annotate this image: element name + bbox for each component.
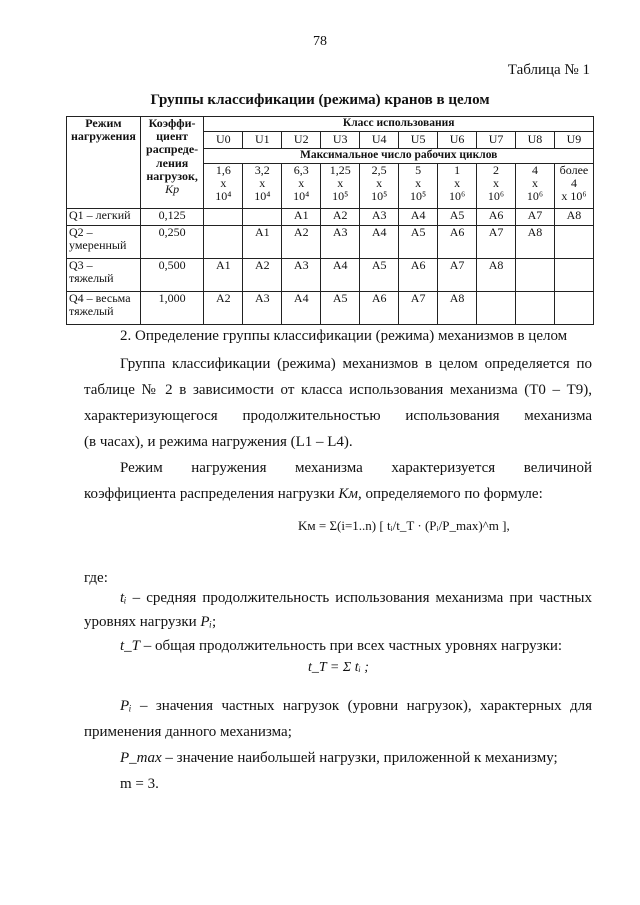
header-max-cycles: Максимальное число рабочих циклов [204, 149, 594, 164]
group-cell [554, 292, 593, 325]
group-cell: A2 [321, 209, 360, 226]
u-class: U3 [321, 132, 360, 149]
group-cell: A7 [399, 292, 438, 325]
section-heading: 2. Определение группы классификации (режима) механизмов в целом [120, 328, 568, 344]
group-cell [477, 292, 516, 325]
group-cell: A4 [282, 292, 321, 325]
tt-line: t_T – общая продолжительность при всех частных уровнях нагрузки: [120, 638, 563, 654]
table-row [67, 292, 594, 325]
coef-cell: 0,250 [140, 226, 204, 259]
u-class: U6 [438, 132, 477, 149]
cycles-cell: более 4 х 10⁶ [554, 164, 593, 209]
coef-line-2: циент [156, 129, 189, 144]
cycles-cell: 2 х 10⁶ [477, 164, 516, 209]
u-class: U4 [360, 132, 399, 149]
para1-line1: Группа классификации (режима) механизмов в целом определяется по [120, 356, 592, 372]
group-cell: A7 [438, 259, 477, 292]
km-symbol: Kм [338, 486, 358, 502]
para2-line2: коэффициента распределения нагрузки Kм, определяемого по формуле: [84, 486, 543, 502]
group-cell: A5 [399, 226, 438, 259]
group-cell: A4 [360, 226, 399, 259]
group-cell: A4 [321, 259, 360, 292]
group-cell: A8 [477, 259, 516, 292]
cycles-cell: 2,5 х 10⁵ [360, 164, 399, 209]
group-cell: A5 [321, 292, 360, 325]
u-class: U8 [516, 132, 555, 149]
cycles-cell: 1,6 х 10⁴ [204, 164, 243, 209]
group-cell: A2 [204, 292, 243, 325]
tt-formula: t_T = Σ tᵢ ; [308, 660, 369, 675]
group-cell: A1 [243, 226, 282, 259]
group-cell: A8 [438, 292, 477, 325]
cycles-cell: 5 х 10⁵ [399, 164, 438, 209]
group-cell [243, 209, 282, 226]
group-cell: A1 [282, 209, 321, 226]
group-cell [204, 209, 243, 226]
group-cell: A7 [516, 209, 555, 226]
u-class: U1 [243, 132, 282, 149]
ti-line2: уровнях нагрузки Pᵢ; [84, 614, 217, 630]
page-number: 78 [313, 34, 327, 49]
header-coefficient [140, 117, 204, 209]
coef-cell: 0,125 [140, 209, 204, 226]
group-cell: A3 [360, 209, 399, 226]
para1-line3: характеризующегося продолжительностью использования механизма [84, 408, 592, 424]
coef-line-5: нагрузок, [146, 168, 198, 183]
pi-line2: применения данного механизма; [84, 724, 292, 740]
group-cell: A3 [321, 226, 360, 259]
group-cell: A5 [360, 259, 399, 292]
coef-kp: Кр [165, 181, 180, 196]
para1-line4: (в часах), и режима нагружения (L1 – L4). [84, 434, 353, 450]
coef-line-1: Коэффи- [148, 116, 196, 130]
cycles-cell: 6,3 х 10⁴ [282, 164, 321, 209]
group-cell: A1 [204, 259, 243, 292]
mode-cell: Q1 – легкий [67, 209, 141, 226]
header-class: Класс использования [204, 117, 594, 132]
where-label: где: [84, 570, 108, 586]
mode-cell: Q2 – умеренный [67, 226, 141, 259]
para2-line1: Режим нагружения механизма характеризуется величиной [120, 460, 592, 476]
group-cell: A8 [554, 209, 593, 226]
u-class: U5 [399, 132, 438, 149]
group-cell: A4 [399, 209, 438, 226]
group-cell [554, 226, 593, 259]
table-row [67, 226, 594, 259]
table-title: Группы классификации (режима) кранов в целом [150, 92, 490, 108]
pmax-line: P_max – значение наибольшей нагрузки, приложенной к механизму; [120, 750, 558, 766]
group-cell: A5 [438, 209, 477, 226]
group-cell: A8 [516, 226, 555, 259]
group-cell: A6 [477, 209, 516, 226]
cycles-cell: 1,25 х 10⁵ [321, 164, 360, 209]
ti-line1: tᵢ – средняя продолжительность использования механизма при частных [120, 590, 592, 606]
m-line: m = 3. [120, 776, 159, 792]
u-class: U0 [204, 132, 243, 149]
header-mode: Режим нагружения [67, 117, 141, 209]
mode-cell: Q3 – тяжелый [67, 259, 141, 292]
group-cell: A6 [399, 259, 438, 292]
coef-line-3: распреде- [146, 142, 199, 157]
group-cell: A6 [360, 292, 399, 325]
coef-cell: 0,500 [140, 259, 204, 292]
group-cell: A3 [282, 259, 321, 292]
para1-line2: таблице № 2 в зависимости от класса использования механизма (Т0 – Т9), [84, 382, 592, 398]
group-cell: A2 [282, 226, 321, 259]
km-formula: Kм = Σ(i=1..n) [ tᵢ/t_T · (Pᵢ/P_max)^m ], [298, 518, 510, 533]
table-row [67, 259, 594, 292]
mode-cell: Q4 – весьма тяжелый [67, 292, 141, 325]
group-cell [554, 259, 593, 292]
group-cell [516, 259, 555, 292]
cycles-cell: 1 х 10⁶ [438, 164, 477, 209]
u-class: U7 [477, 132, 516, 149]
u-class: U9 [554, 132, 593, 149]
group-cell: A3 [243, 292, 282, 325]
cycles-cell: 4 х 10⁶ [516, 164, 555, 209]
group-cell: A2 [243, 259, 282, 292]
coef-cell: 1,000 [140, 292, 204, 325]
pi-line1: Pᵢ – значения частных нагрузок (уровни нагрузок), характерных для [120, 698, 592, 714]
group-cell [516, 292, 555, 325]
coef-line-4: ления [155, 155, 189, 170]
group-cell: A7 [477, 226, 516, 259]
cycles-cell: 3,2 х 10⁴ [243, 164, 282, 209]
group-cell: A6 [438, 226, 477, 259]
table-row [67, 209, 594, 226]
group-cell [204, 226, 243, 259]
u-class: U2 [282, 132, 321, 149]
crane-classification-table [66, 116, 594, 325]
table-label: Таблица № 1 [507, 62, 590, 78]
